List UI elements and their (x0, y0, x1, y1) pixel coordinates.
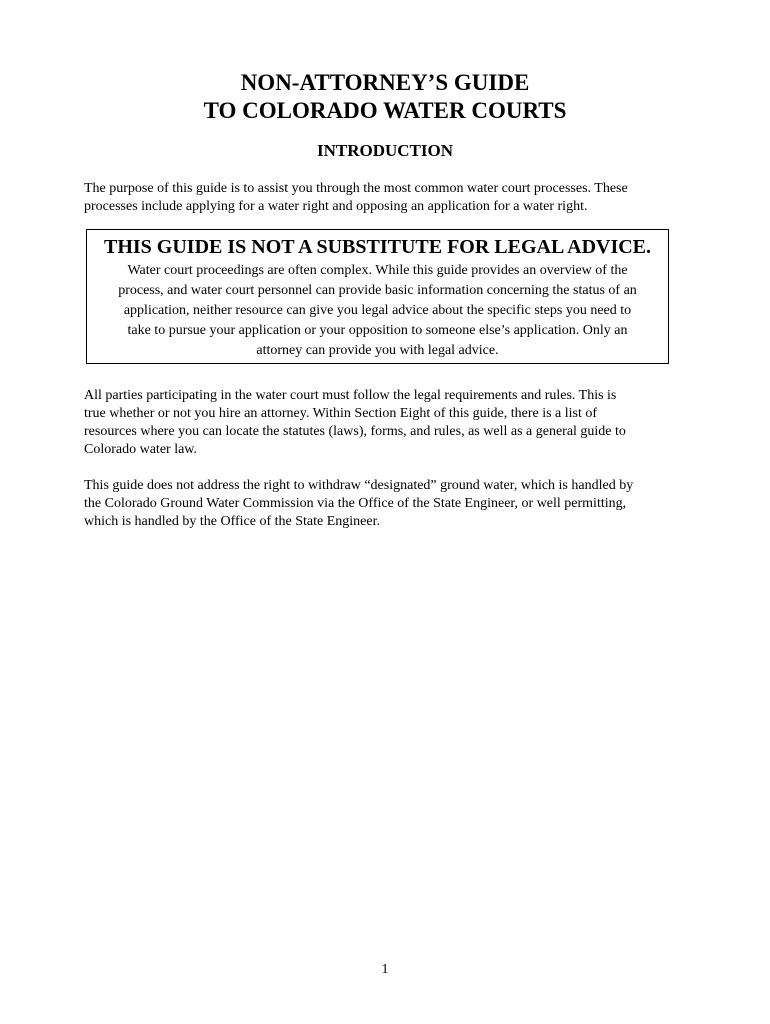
document-title-line-1: NON-ATTORNEY’S GUIDE (240, 70, 530, 95)
scope-paragraph (84, 477, 689, 531)
rules-line: All parties participating in the water court must follow the legal requirements and rules. This is (84, 388, 617, 403)
scope-line: This guide does not address the right to withdraw “designated” ground water, which is handled by (84, 478, 634, 493)
rules-paragraph (84, 387, 689, 459)
notice-title: THIS GUIDE IS NOT A SUBSTITUTE FOR LEGAL ADVICE. (103, 236, 652, 258)
rules-line: resources where you can locate the statutes (laws), forms, and rules, as well as a general guide to (84, 424, 626, 439)
scope-line: which is handled by the Office of the State Engineer. (84, 514, 380, 529)
intro-line: The purpose of this guide is to assist you through the most common water court processes. These (84, 181, 628, 196)
rules-line: Colorado water law. (84, 442, 197, 457)
rules-line: true whether or not you hire an attorney. Within Section Eight of this guide, there is a list of (84, 406, 598, 421)
section-heading: INTRODUCTION (316, 141, 454, 160)
document-title-line-2: TO COLORADO WATER COURTS (203, 98, 567, 123)
notice-body (87, 261, 668, 361)
scope-line: the Colorado Ground Water Commission via the Office of the State Engineer, or well permitting, (84, 496, 627, 511)
intro-paragraph (84, 180, 689, 216)
legal-advice-notice-box (86, 229, 669, 364)
notice-line: attorney can provide you with legal advice. (256, 343, 499, 358)
notice-line: process, and water court personnel can provide basic information concerning the status of an (118, 283, 637, 298)
notice-line: application, neither resource can give you legal advice about the specific steps you need to (123, 303, 632, 318)
page-number: 1 (381, 962, 389, 977)
notice-line: Water court proceedings are often complex. While this guide provides an overview of the (127, 263, 628, 278)
intro-line: processes include applying for a water right and opposing an application for a water right. (84, 199, 588, 214)
notice-line: take to pursue your application or your opposition to someone else’s application. Only an (127, 323, 628, 338)
